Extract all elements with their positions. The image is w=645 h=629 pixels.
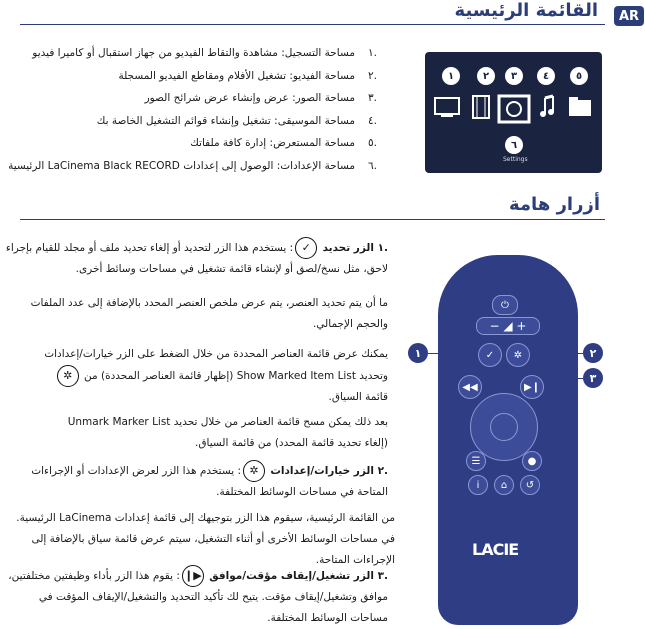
language-badge: AR [614,6,644,26]
select-button[interactable]: ✓ [478,343,502,367]
rewind-button[interactable]: ◀◀ [458,375,482,399]
menu-icons [425,92,602,132]
paragraph-unmark: بعد ذلك يمكن مسح قائمة العناصر من خلال تحديد Unmark Marker List (إلغاء تحديد قائمة المحدد) من قائمة السياق. [67,416,388,449]
play-pause-icon: ▶❙ [182,565,204,587]
home-button[interactable]: ⌂ [494,475,514,495]
info-button[interactable]: i [468,475,488,495]
callout-line-3 [558,378,583,379]
options-button[interactable]: ✲ [506,343,530,367]
menu-button[interactable]: ☰ [466,451,486,471]
gear-icon: ✲ [243,460,265,482]
camera-icon [499,96,529,122]
paragraph-options-detail: من القائمة الرئيسية، سيقوم هذا الزر بتوجيهك إلى قائمة إعدادات LaCinema الرئيسية. في مساحات الوسائط الأخرى أو أثناء التشغيل، سيتم عرض قائمة سياق بالإضافة إلى الإجراءات المتاحة. [16,512,395,566]
folder-icon [569,97,591,116]
volume-rocker[interactable]: − ◢ + [476,317,540,335]
menu-number-3: ٣ [505,67,523,85]
paragraph-play-button: .٣ الزر تشغيل/إيقاف مؤقت/موافق ▶❙: يقوم هذا الزر بأداء وظيفتين مختلفتين، موافق وتشغيل/إيقاف مؤقت. يتيح لك تأكيد التحديد والتشغيل/الإيقاف المؤقت في مساحات الوسائط المختلفة. [0,565,388,629]
play-pause-button[interactable]: ▶❙ [520,375,544,399]
lacie-logo: LACIE [472,540,519,559]
section-divider [20,219,605,220]
callout-2: ٢ [583,343,603,363]
record-button[interactable]: ● [522,451,542,471]
list-item: .٦مساحة الإعدادات: الوصول إلى إعدادات LaCinema Black RECORD الرئيسية [8,159,377,172]
paragraph-select-button: .١ الزر تحديد ✓: يستخدم هذا الزر لتحديد أو إلغاء تحديد ملف أو مجلد للقيام بإجراء لاحق، مثل نسخ/لصق أو لإنشاء قائمة تشغيل في مساحات وسائط أخرى. [0,237,388,280]
menu-number-2: ٢ [477,67,495,85]
menu-spaces-list [0,42,377,177]
callout-3: ٣ [583,368,603,388]
list-item: .٣مساحة الصور: عرض وإنشاء عرض شرائح الصور [144,92,377,104]
list-item: .٢مساحة الفيديو: تشغيل الأفلام ومقاطع الفيديو المسجلة [118,69,377,82]
power-button[interactable]: ⏻ [492,295,518,315]
callout-line-1 [428,353,474,354]
settings-label: Settings [503,156,528,163]
film-icon [473,96,489,118]
list-item: .٤مساحة الموسيقى: تشغيل وإنشاء قوائم التشغيل الخاصة بك [96,114,377,127]
callout-1: ١ [408,343,428,363]
page-title: القائمة الرئيسية [454,0,598,21]
gear-icon: ✲ [57,365,79,387]
paragraph-show-marked: يمكنك عرض قائمة العناصر المحددة من خلال الضغط على الزر خيارات/إعدادات وتحديد Show Marked Item List (إظهار قائمة العناصر المحددة) من ✲ قائمة السياق. [44,348,388,403]
list-item: .١مساحة التسجيل: مشاهدة والتقاط الفيديو من جهاز استقبال أو كاميرا فيديو [32,47,377,59]
tv-icon [435,98,459,117]
paragraph-options-button: .٢ الزر خيارات/إعدادات ✲: يستخدم هذا الزر لعرض الإعدادات أو الإجراءات المتاحة في مساحات الوسائط المختلفة. [0,460,388,503]
music-note-icon [540,96,554,117]
menu-number-5: ٥ [570,67,588,85]
check-icon: ✓ [295,237,317,259]
paragraph-selection-summary: ما أن يتم تحديد العنصر، يتم عرض ملخص العنصر المحدد بالإضافة إلى عدد الملفات والحجم الإجمالي. [30,297,388,330]
menu-number-6: ٦ [505,136,523,154]
back-button[interactable]: ↺ [520,475,540,495]
list-item: .٥مساحة المستعرض: إدارة كافة ملفاتك [190,137,377,149]
main-menu-screenshot [425,52,602,173]
remote-control [438,255,578,625]
menu-number-1: ١ [442,67,460,85]
section-title-buttons: أزرار هامة [509,194,600,215]
title-divider [20,24,605,25]
menu-number-4: ٤ [537,67,555,85]
callout-line-2 [547,353,583,354]
